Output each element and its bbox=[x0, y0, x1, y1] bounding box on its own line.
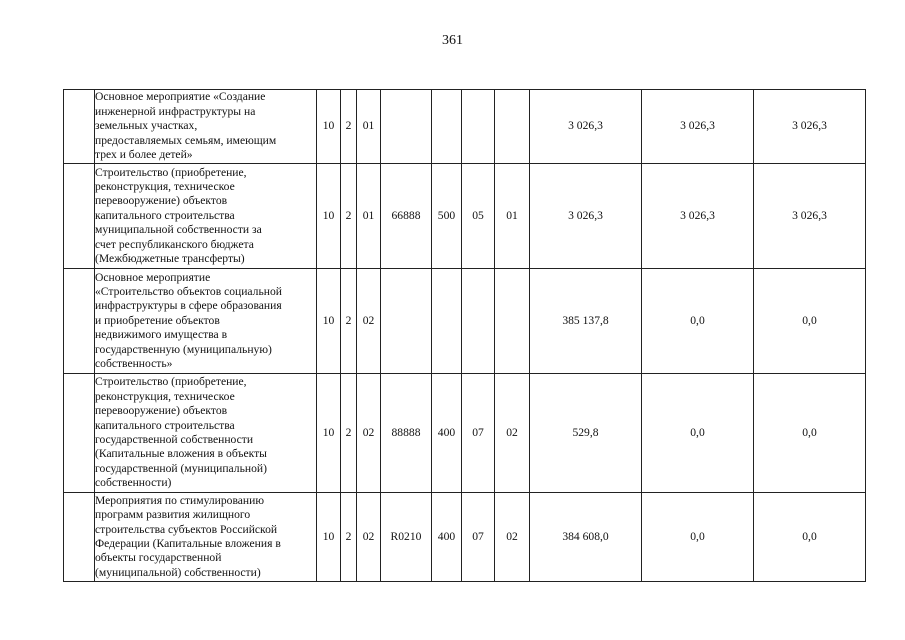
program-code-cell: 10 bbox=[317, 164, 341, 269]
program-code-cell: 10 bbox=[317, 493, 341, 582]
section-code-cell: 05 bbox=[462, 164, 495, 269]
amount-year2-cell: 3 026,3 bbox=[642, 90, 754, 164]
program-code-cell: 10 bbox=[317, 374, 341, 493]
budget-table bbox=[63, 89, 866, 582]
amount-year2-cell: 0,0 bbox=[642, 493, 754, 582]
program-code-cell: 10 bbox=[317, 90, 341, 164]
amount-year3-cell: 0,0 bbox=[754, 493, 866, 582]
table-row bbox=[64, 493, 866, 582]
amount-year1-cell: 3 026,3 bbox=[530, 164, 642, 269]
subsection-code-cell bbox=[495, 90, 530, 164]
table-row bbox=[64, 90, 866, 164]
subsection-code-cell: 02 bbox=[495, 493, 530, 582]
expense-type-cell bbox=[432, 90, 462, 164]
direction-code-cell: 88888 bbox=[381, 374, 432, 493]
program-code-cell: 10 bbox=[317, 269, 341, 374]
row-number-cell bbox=[64, 269, 95, 374]
subsection-code-cell: 02 bbox=[495, 374, 530, 493]
subsection-code-cell bbox=[495, 269, 530, 374]
row-number-cell bbox=[64, 493, 95, 582]
subprogram-code-cell: 2 bbox=[341, 269, 357, 374]
direction-code-cell: R0210 bbox=[381, 493, 432, 582]
table-row bbox=[64, 374, 866, 493]
section-code-cell bbox=[462, 269, 495, 374]
expense-type-cell: 400 bbox=[432, 374, 462, 493]
subprogram-code-cell: 2 bbox=[341, 374, 357, 493]
expense-type-cell: 400 bbox=[432, 493, 462, 582]
amount-year2-cell: 3 026,3 bbox=[642, 164, 754, 269]
subprogram-code-cell: 2 bbox=[341, 90, 357, 164]
amount-year3-cell: 3 026,3 bbox=[754, 90, 866, 164]
row-name-cell: Мероприятия по стимулированию программ развития жилищного строительства субъектов Российской Федерации (Капитальные вложения в объекты государственной (муниципальной) собственности) bbox=[95, 493, 317, 582]
amount-year3-cell: 0,0 bbox=[754, 374, 866, 493]
subsection-code-cell: 01 bbox=[495, 164, 530, 269]
amount-year1-cell: 3 026,3 bbox=[530, 90, 642, 164]
table-row bbox=[64, 269, 866, 374]
direction-code-cell: 66888 bbox=[381, 164, 432, 269]
direction-code-cell bbox=[381, 90, 432, 164]
amount-year1-cell: 384 608,0 bbox=[530, 493, 642, 582]
row-name-cell: Основное мероприятие «Строительство объектов социальной инфраструктуры в сфере образования и приобретение объектов недвижимого имущества в государственную (муниципальную) собственность» bbox=[95, 269, 317, 374]
row-number-cell bbox=[64, 90, 95, 164]
row-name-cell: Строительство (приобретение, реконструкция, техническое перевооружение) объектов капитального строительства государственной собственности (Капитальные вложения в объекты государственной (муниципальной) собственности) bbox=[95, 374, 317, 493]
row-name-cell: Строительство (приобретение, реконструкция, техническое перевооружение) объектов капитального строительства муниципальной собственности за счет республиканского бюджета (Межбюджетные трансферты) bbox=[95, 164, 317, 269]
subprogram-code-cell: 2 bbox=[341, 164, 357, 269]
amount-year1-cell: 385 137,8 bbox=[530, 269, 642, 374]
direction-code-cell bbox=[381, 269, 432, 374]
table-row bbox=[64, 164, 866, 269]
expense-type-cell bbox=[432, 269, 462, 374]
section-code-cell bbox=[462, 90, 495, 164]
page-number: 361 bbox=[442, 33, 463, 48]
expense-type-cell: 500 bbox=[432, 164, 462, 269]
main-event-code-cell: 01 bbox=[357, 90, 381, 164]
row-name-cell: Основное мероприятие «Создание инженерной инфраструктуры на земельных участках, предоставляемых семьям, имеющим трех и более детей» bbox=[95, 90, 317, 164]
amount-year3-cell: 0,0 bbox=[754, 269, 866, 374]
row-number-cell bbox=[64, 374, 95, 493]
row-number-cell bbox=[64, 164, 95, 269]
amount-year2-cell: 0,0 bbox=[642, 269, 754, 374]
main-event-code-cell: 02 bbox=[357, 269, 381, 374]
amount-year1-cell: 529,8 bbox=[530, 374, 642, 493]
main-event-code-cell: 02 bbox=[357, 374, 381, 493]
amount-year3-cell: 3 026,3 bbox=[754, 164, 866, 269]
subprogram-code-cell: 2 bbox=[341, 493, 357, 582]
main-event-code-cell: 02 bbox=[357, 493, 381, 582]
amount-year2-cell: 0,0 bbox=[642, 374, 754, 493]
section-code-cell: 07 bbox=[462, 493, 495, 582]
main-event-code-cell: 01 bbox=[357, 164, 381, 269]
section-code-cell: 07 bbox=[462, 374, 495, 493]
